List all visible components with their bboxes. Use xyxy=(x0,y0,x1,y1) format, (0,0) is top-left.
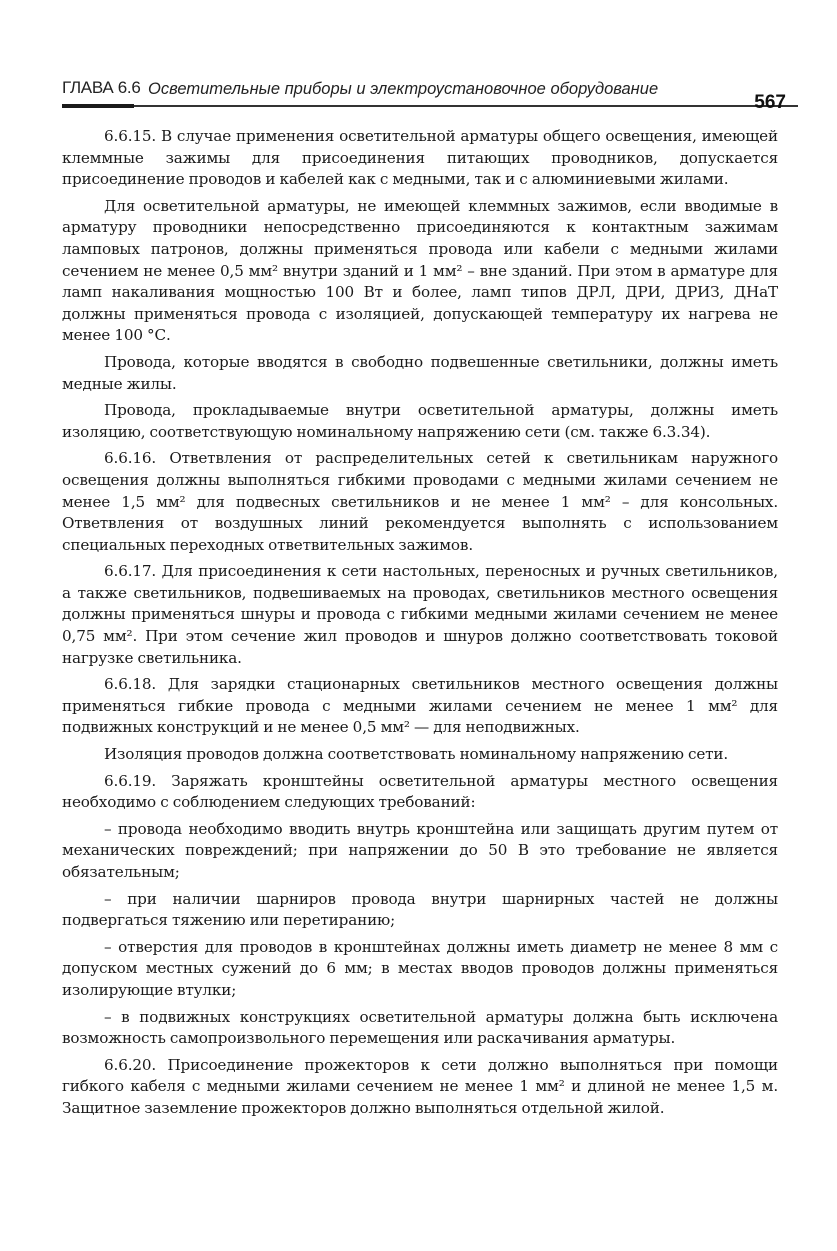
page-number: 567 xyxy=(754,92,786,113)
chapter-underline xyxy=(62,104,134,108)
chapter-label: ГЛАВА 6.6 xyxy=(62,78,141,97)
page-body xyxy=(62,126,778,1120)
list-item: – при наличии шарниров провода внутри шарнирных частей не должны подвергаться тяжению или перетиранию; xyxy=(62,889,778,930)
paragraph-6-6-18: 6.6.18. Для зарядки стационарных светильников местного освещения должны применяться гибкие провода с медными жилами сечением не менее 1 мм² для подвижных конструкций и не менее 0,5 мм² — для неподвижных. xyxy=(62,675,778,737)
paragraph-6-6-20: 6.6.20. Присоединение прожекторов к сети должно выполняться при помощи гибкого кабеля с медными жилами сечением не менее 1 мм² и длиной не менее 1,5 м. Защитное заземление прожекторов должно выполняться отдельной жилой. xyxy=(62,1055,778,1117)
paragraph: Провода, которые вводятся в свободно подвешенные светильники, должны иметь медные жилы. xyxy=(62,352,778,393)
paragraph-6-6-17: 6.6.17. Для присоединения к сети настольных, переносных и ручных светильников, а также светильников, подвешиваемых на проводах, светильников местного освещения должны применяться шнуры и провода с гибкими медными жилами сечением не менее 0,75 мм². При этом сечение жил проводов и шнуров должно соответствовать токовой нагрузке светильника. xyxy=(62,562,778,667)
paragraph-6-6-19: 6.6.19. Заряжать кронштейны осветительной арматуры местного освещения необходимо с соблюдением следующих требований: xyxy=(62,771,778,812)
paragraph: Провода, прокладываемые внутри осветительной арматуры, должны иметь изоляцию, соответствующую номинальному напряжению сети (см. также 6.3.34). xyxy=(62,401,778,441)
chapter-title: Осветительные приборы и электроустановочное оборудование xyxy=(148,80,659,98)
paragraph: Изоляция проводов должна соответствовать номинальному напряжению сети. xyxy=(104,745,729,764)
paragraph-6-6-15: 6.6.15. В случае применения осветительной арматуры общего освещения, имеющей клеммные зажимы для присоединения питающих проводников, допускается присоединение проводов и кабелей как с медными, так и с алюминиевыми жилами. xyxy=(62,127,778,189)
list-item: – отверстия для проводов в кронштейнах должны иметь диаметр не менее 8 мм с допуском местных сужений до 6 мм; в местах вводов проводов должны применяться изолирующие втулки; xyxy=(62,937,778,999)
page-header xyxy=(62,78,786,118)
header-rule xyxy=(134,105,798,107)
paragraph-6-6-16: 6.6.16. Ответвления от распределительных сетей к светильникам наружного освещения должны выполняться гибкими проводами с медными жилами сечением не менее 1,5 мм² для подвесных светильников и не менее 1 мм² – для консольных. Ответвления от воздушных линий рекомендуется выполнять с использованием специальных переходных ответвительных зажимов. xyxy=(62,449,778,554)
list-item: – в подвижных конструкциях осветительной арматуры должна быть исключена возможность самопроизвольного перемещения или раскачивания арматуры. xyxy=(62,1007,778,1048)
list-item: – провода необходимо вводить внутрь кронштейна или защищать другим путем от механических повреждений; при напряжении до 50 В это требование не является обязательным; xyxy=(62,819,778,881)
paragraph: Для осветительной арматуры, не имеющей клеммных зажимов, если вводимые в арматуру проводники непосредственно присоединяются к контактным зажимам ламповых патронов, должны применяться провода или кабели с медными жилами сечением не менее 0,5 мм² внутри зданий и 1 мм² – вне зданий. При этом в арматуре для ламп накаливания мощностью 100 Вт и более, ламп типов ДРЛ, ДРИ, ДРИЗ, ДНаТ должны применяться провода с изоляцией, допускающей температуру их нагрева не менее 100 °С. xyxy=(62,196,778,345)
